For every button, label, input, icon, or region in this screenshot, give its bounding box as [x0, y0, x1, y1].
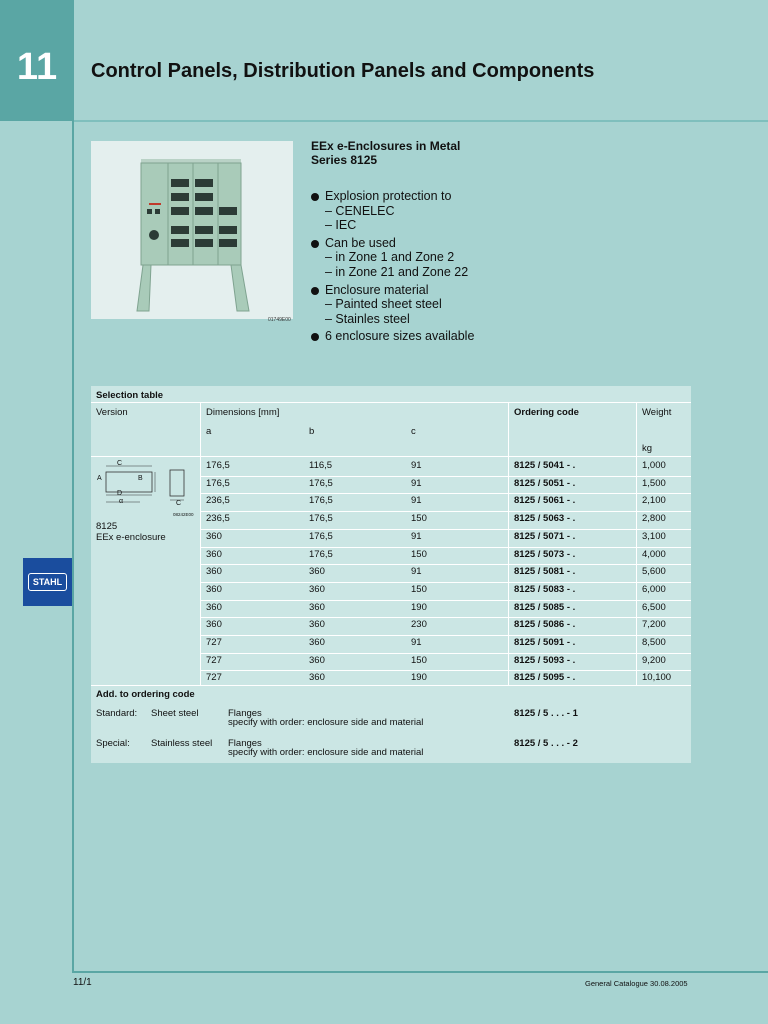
- cell-dim-a: 360: [206, 619, 222, 631]
- header-weight: Weight: [642, 407, 672, 418]
- cell-ordering-code: 8125 / 5051 - .: [514, 477, 576, 489]
- cell-ordering-code: 8125 / 5041 - .: [514, 460, 576, 471]
- row-divider: [200, 635, 691, 636]
- cell-ordering-code: 8125 / 5085 - .: [514, 601, 576, 613]
- cell-weight: 1,000: [642, 460, 666, 471]
- cell-dim-c: 190: [411, 672, 427, 684]
- product-title-line2: Series 8125: [311, 153, 378, 167]
- cell-ordering-code: 8125 / 5071 - .: [514, 530, 576, 542]
- cell-weight: 5,600: [642, 566, 666, 578]
- drawing-label-d: D: [117, 490, 123, 497]
- cell-ordering-code: 8125 / 5095 - .: [514, 672, 576, 684]
- row-divider: [200, 529, 691, 530]
- cell-dim-b: 360: [309, 672, 325, 684]
- cell-dim-c: 91: [411, 530, 422, 542]
- header-b: b: [309, 426, 315, 437]
- cell-weight: 1,500: [642, 477, 666, 489]
- photo-id: 01749E00: [268, 317, 291, 323]
- cell-dim-c: 91: [411, 495, 422, 507]
- add-item: Flanges: [228, 708, 262, 719]
- add-material: Sheet steel: [151, 708, 199, 719]
- version-series: 8125: [96, 521, 118, 532]
- drawing-label-a: A: [97, 475, 102, 482]
- add-type: Standard:: [96, 708, 138, 719]
- cell-dim-c: 150: [411, 548, 427, 560]
- cell-weight: 6,500: [642, 601, 666, 613]
- row-divider: [200, 564, 691, 565]
- add-code: 8125 / 5 . . . - 1: [514, 708, 578, 719]
- row-divider: [200, 653, 691, 654]
- cell-ordering-code: 8125 / 5081 - .: [514, 566, 576, 578]
- product-title: [311, 139, 460, 167]
- cell-dim-c: 150: [411, 583, 427, 595]
- feature-subitem: – Stainles steel: [325, 311, 410, 326]
- cell-dim-c: 230: [411, 619, 427, 631]
- cell-weight: 4,000: [642, 548, 666, 560]
- stahl-logo: [23, 558, 72, 606]
- row-divider: [91, 402, 691, 403]
- cell-dim-b: 360: [309, 601, 325, 613]
- row-divider: [200, 600, 691, 601]
- cell-dim-b: 176,5: [309, 477, 333, 489]
- catalogue-info: General Catalogue 30.08.2005: [585, 979, 688, 988]
- feature-subitem: – CENELEC: [325, 203, 395, 218]
- drawing-label-b: B: [138, 475, 143, 482]
- feature-list: [311, 186, 474, 344]
- cell-dim-b: 116,5: [309, 460, 333, 471]
- row-divider: [200, 511, 691, 512]
- footer-rule: [72, 971, 768, 973]
- cell-dim-a: 176,5: [206, 477, 230, 489]
- cell-dim-b: 176,5: [309, 495, 333, 507]
- feature-subitem: – IEC: [325, 218, 357, 233]
- cell-dim-a: 360: [206, 566, 222, 578]
- add-code: 8125 / 5 . . . - 2: [514, 738, 578, 749]
- cell-dim-b: 176,5: [309, 548, 333, 560]
- enclosure-illustration: [91, 141, 293, 319]
- drawing-label-c: C: [117, 460, 123, 467]
- cell-dim-c: 91: [411, 637, 422, 648]
- cell-dim-b: 176,5: [309, 530, 333, 542]
- cell-dim-a: 727: [206, 637, 222, 648]
- cell-dim-c: 150: [411, 654, 427, 666]
- add-item: Flanges: [228, 738, 262, 749]
- chapter-tab: [0, 0, 74, 121]
- cell-weight: 6,000: [642, 583, 666, 595]
- cell-dim-a: 236,5: [206, 495, 230, 507]
- cell-dim-a: 236,5: [206, 513, 230, 525]
- cell-weight: 10,100: [642, 672, 672, 684]
- stahl-logo-text: STAHL: [28, 573, 67, 591]
- cell-dim-a: 360: [206, 548, 222, 560]
- drawing-id: 08242E00: [173, 512, 194, 517]
- page-number: 11/1: [73, 977, 92, 988]
- add-ordering-title: Add. to ordering code: [96, 689, 195, 700]
- header-version: Version: [96, 407, 128, 418]
- cell-dim-a: 360: [206, 601, 222, 613]
- cell-dim-b: 360: [309, 583, 325, 595]
- header-c: c: [411, 426, 416, 437]
- cell-weight: 8,500: [642, 637, 666, 648]
- cell-dim-c: 91: [411, 566, 422, 578]
- cell-dim-c: 91: [411, 477, 422, 489]
- version-name: EEx e-enclosure: [96, 532, 166, 543]
- header-weight-unit: kg: [642, 443, 653, 454]
- cell-ordering-code: 8125 / 5061 - .: [514, 495, 576, 507]
- header-rule: [74, 120, 768, 122]
- chapter-number: 11: [16, 46, 58, 88]
- row-divider: [91, 685, 691, 686]
- row-divider: [200, 617, 691, 618]
- feature-subitem: – in Zone 21 and Zone 22: [325, 264, 469, 279]
- cell-ordering-code: 8125 / 5086 - .: [514, 619, 576, 631]
- cell-ordering-code: 8125 / 5091 - .: [514, 637, 576, 648]
- row-divider: [200, 582, 691, 583]
- col-divider: [200, 403, 201, 685]
- cell-dim-c: 91: [411, 460, 422, 471]
- cell-dim-b: 360: [309, 654, 325, 666]
- feature-subitem: – in Zone 1 and Zone 2: [325, 250, 455, 265]
- product-title-line1: EEx e-Enclosures in Metal: [311, 139, 461, 153]
- cell-dim-b: 360: [309, 566, 325, 578]
- feature-item: Can be used: [311, 236, 474, 251]
- cell-ordering-code: 8125 / 5063 - .: [514, 513, 576, 525]
- header-a: a: [206, 426, 212, 437]
- header-dimensions: Dimensions [mm]: [206, 407, 280, 418]
- cell-dim-c: 190: [411, 601, 427, 613]
- cell-ordering-code: 8125 / 5093 - .: [514, 654, 576, 666]
- cell-dim-b: 176,5: [309, 513, 333, 525]
- product-photo: [91, 141, 293, 319]
- feature-subitem: – Painted sheet steel: [325, 297, 442, 312]
- row-divider: [200, 493, 691, 494]
- cell-dim-a: 360: [206, 583, 222, 595]
- feature-item: Enclosure material: [311, 283, 474, 298]
- add-type: Special:: [96, 738, 130, 749]
- row-divider: [91, 456, 691, 457]
- feature-item: 6 enclosure sizes available: [311, 329, 474, 344]
- col-divider: [636, 403, 637, 685]
- row-divider: [200, 547, 691, 548]
- drawing-label-alpha: α: [119, 498, 124, 505]
- table-title: Selection table: [96, 390, 164, 401]
- row-divider: [200, 670, 691, 671]
- cell-dim-a: 176,5: [206, 460, 230, 471]
- add-note: specify with order: enclosure side and material: [228, 747, 424, 758]
- header-ordering-code: Ordering code: [514, 407, 579, 418]
- cell-weight: 2,100: [642, 495, 666, 507]
- feature-item: Explosion protection to: [311, 189, 474, 204]
- cell-ordering-code: 8125 / 5073 - .: [514, 548, 576, 560]
- page-title: Control Panels, Distribution Panels and Components: [91, 60, 595, 82]
- add-material: Stainless steel: [151, 738, 213, 749]
- cell-dim-c: 150: [411, 513, 427, 525]
- cell-weight: 3,100: [642, 530, 666, 542]
- cell-ordering-code: 8125 / 5083 - .: [514, 583, 576, 595]
- drawing-label-c2: C: [176, 500, 182, 507]
- cell-dim-b: 360: [309, 619, 325, 631]
- cell-dim-a: 360: [206, 530, 222, 542]
- cell-dim-a: 727: [206, 672, 222, 684]
- cell-weight: 2,800: [642, 513, 666, 525]
- cell-dim-b: 360: [309, 637, 325, 648]
- cell-dim-a: 727: [206, 654, 222, 666]
- col-divider: [508, 403, 509, 685]
- row-divider: [200, 476, 691, 477]
- add-note: specify with order: enclosure side and material: [228, 717, 424, 728]
- cell-weight: 7,200: [642, 619, 666, 631]
- selection-table: [91, 386, 691, 763]
- margin-rule: [72, 121, 74, 973]
- cell-weight: 9,200: [642, 654, 666, 666]
